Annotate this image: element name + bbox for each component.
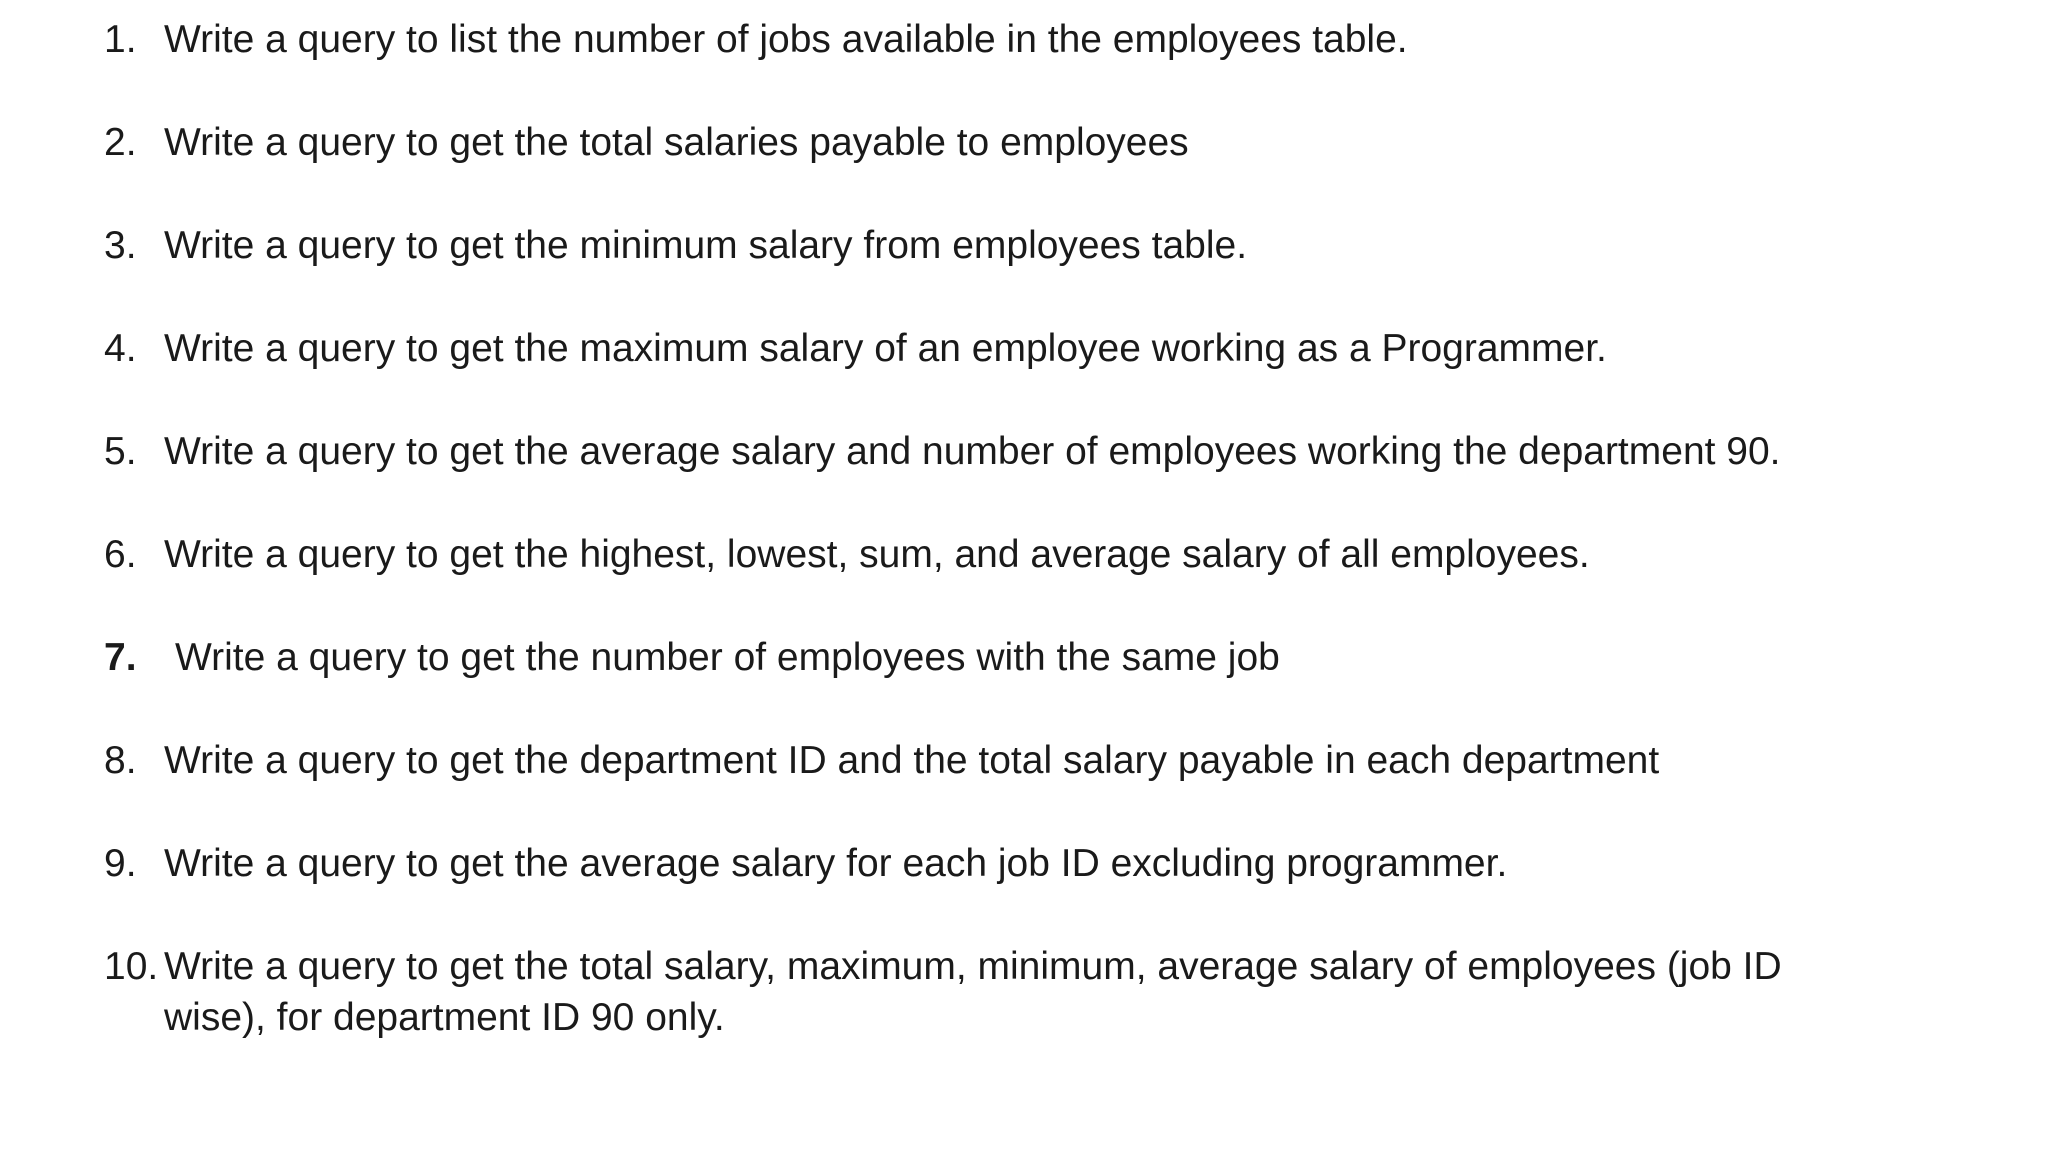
question-item-5 [104, 426, 1864, 477]
question-text: Write a query to get the total salaries payable to employees [164, 121, 1189, 164]
question-text: Write a query to get the number of employees with the same job [175, 636, 1280, 679]
question-text: Write a query to get the department ID and the total salary payable in each department [164, 739, 1660, 782]
question-number: 2. [104, 121, 137, 164]
question-number: 3. [104, 224, 137, 267]
question-number: 9. [104, 842, 137, 885]
question-text: Write a query to get the average salary for each job ID excluding programmer. [164, 842, 1508, 885]
question-item-7 [104, 632, 1864, 683]
question-text: Write a query to list the number of jobs available in the employees table. [164, 18, 1408, 61]
question-number: 4. [104, 327, 137, 370]
question-list [104, 14, 1864, 1095]
question-number: 6. [104, 533, 137, 576]
question-item-2 [104, 117, 1864, 168]
question-number: 8. [104, 739, 137, 782]
question-text: Write a query to get the highest, lowest, sum, and average salary of all employees. [164, 533, 1590, 576]
question-number: 7. [104, 636, 137, 679]
question-text: Write a query to get the average salary and number of employees working the department 90. [164, 430, 1781, 473]
question-item-6 [104, 529, 1864, 580]
question-text: Write a query to get the maximum salary of an employee working as a Programmer. [164, 327, 1607, 370]
question-number: 10. [104, 945, 159, 988]
question-item-8 [104, 735, 1864, 786]
question-item-1 [104, 14, 1864, 65]
question-text: Write a query to get the minimum salary from employees table. [164, 224, 1248, 267]
question-item-10 [104, 941, 1864, 1043]
question-number: 1. [104, 18, 137, 61]
question-item-3 [104, 220, 1864, 271]
question-number: 5. [104, 430, 137, 473]
question-item-9 [104, 838, 1864, 889]
question-item-4 [104, 323, 1864, 374]
question-text: Write a query to get the total salary, maximum, minimum, average salary of employees (job ID wise), for department ID 90 only. [164, 945, 1782, 1039]
